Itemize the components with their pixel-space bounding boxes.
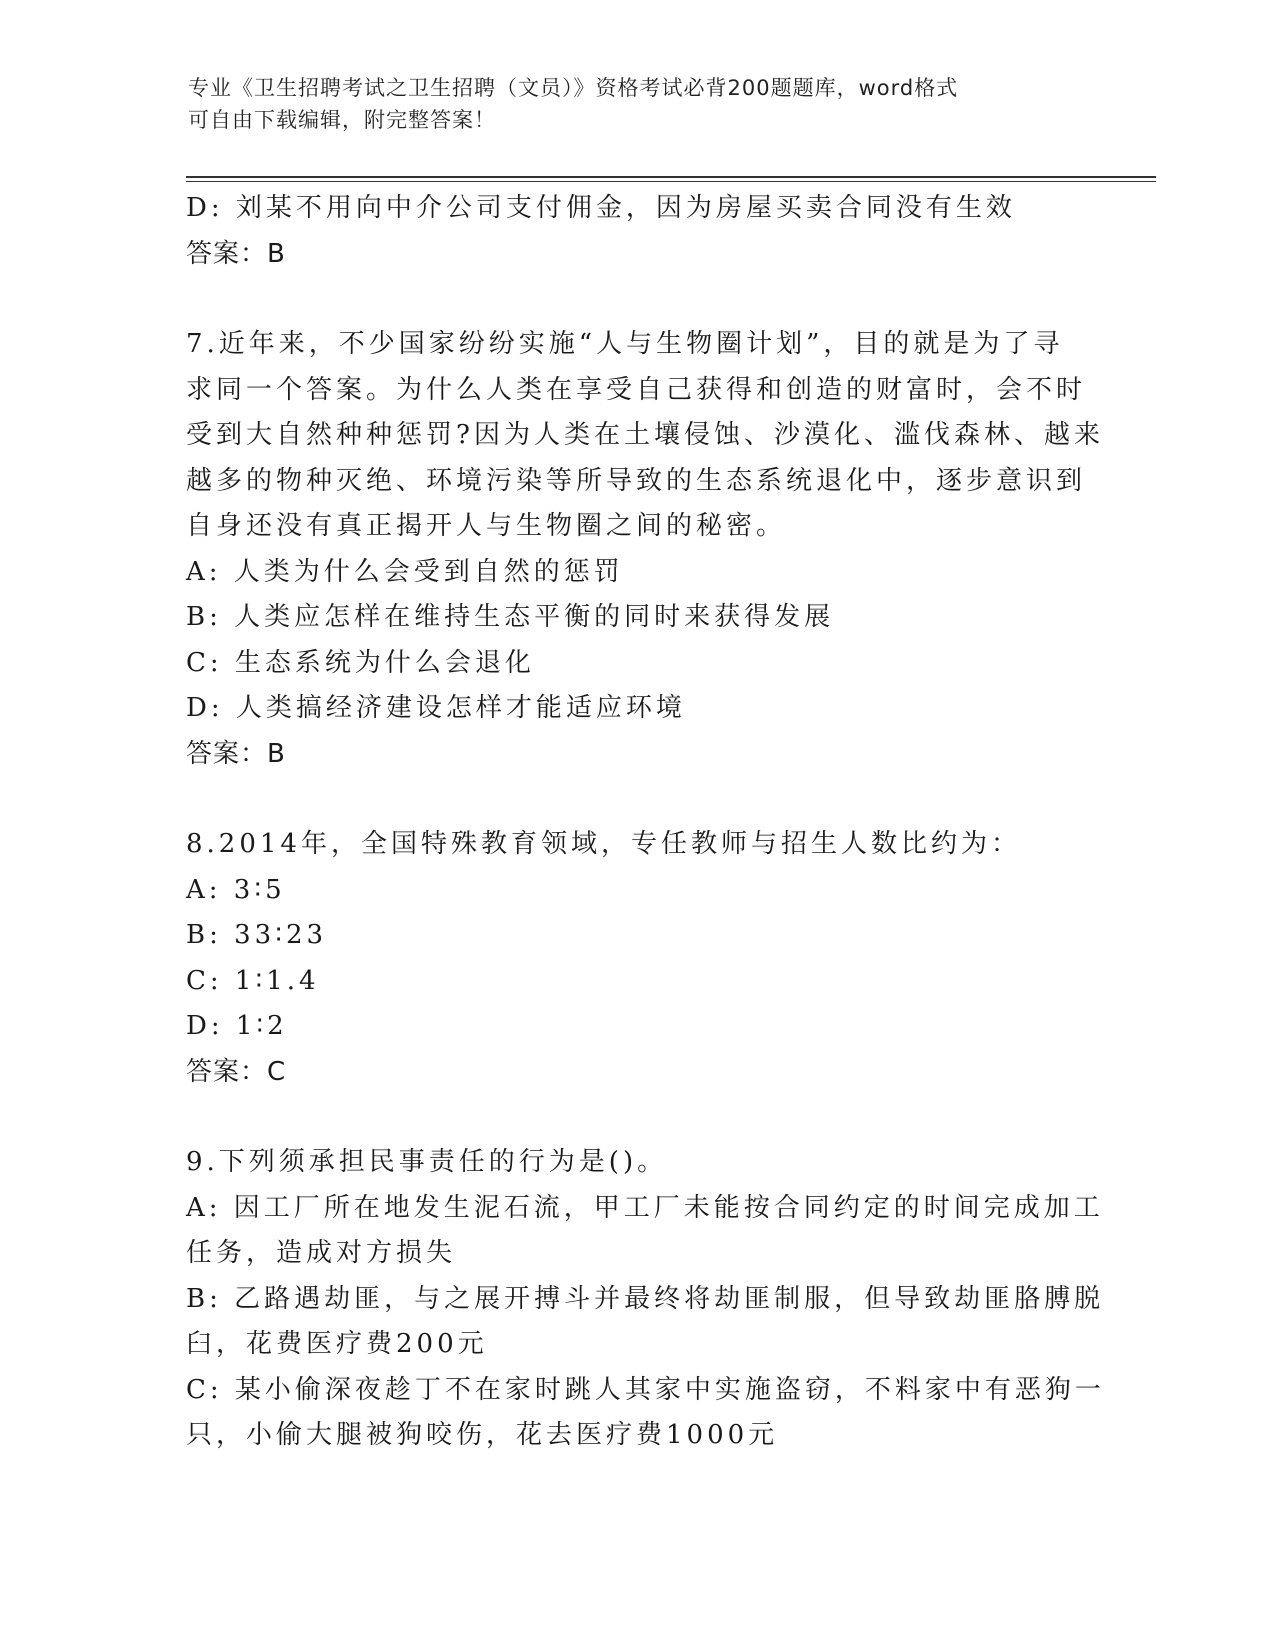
q9-option-b-continued: 臼，花费医疗费200元	[186, 1329, 488, 1359]
q7-stem-line: 7.近年来，不少国家纷纷实施“人与生物圈计划”，目的就是为了寻	[186, 329, 1064, 359]
q8-option-a: A: 3∶5	[186, 874, 286, 905]
document-body	[186, 186, 1105, 1459]
q7-answer: 答案：B	[186, 738, 286, 769]
q6-answer: 答案：B	[186, 238, 286, 269]
q7-stem-line: 越多的物种灭绝、环境污染等所导致的生态系统退化中，逐步意识到	[186, 465, 1087, 496]
spacer	[186, 277, 1086, 322]
q8-stem: 8.2014年，全国特殊教育领域，专任教师与招生人数比约为：	[186, 829, 1021, 859]
q7-option-a: A: 人类为什么会受到自然的惩罚	[186, 556, 624, 587]
q7-stem-line: 自身还没有真正揭开人与生物圈之间的秘密。	[186, 511, 787, 541]
question-9	[186, 1140, 1105, 1459]
header-title-line-2: 可自由下载编辑，附完整答案！	[188, 108, 496, 132]
q8-option-c: C: 1∶1.4	[186, 965, 320, 996]
q9-option-c: C: 某小偷深夜趁丁不在家时跳人其家中实施盗窃，不料家中有恶狗一	[186, 1374, 1105, 1405]
q7-stem-line: 求同一个答案。为什么人类在享受自己获得和创造的财富时，会不时	[186, 374, 1087, 405]
spacer	[186, 777, 1086, 822]
q9-option-b: B: 乙路遇劫匪，与之展开搏斗并最终将劫匪制服，但导致劫匪胳膊脱	[186, 1283, 1105, 1314]
question-8	[186, 822, 1086, 1095]
document-header	[188, 72, 1088, 136]
q9-stem: 9.下列须承担民事责任的行为是()。	[186, 1147, 668, 1177]
header-title-line-1: 专业《卫生招聘考试之卫生招聘（文员）》资格考试必背200题题库，word格式	[188, 76, 959, 100]
q9-option-c-continued: 只，小偷大腿被狗咬伤，花去医疗费1000元	[186, 1420, 779, 1450]
q9-option-a-continued: 任务，造成对方损失	[186, 1238, 457, 1268]
q8-option-b: B: 33∶23	[186, 920, 328, 950]
q7-option-c: C: 生态系统为什么会退化	[186, 647, 535, 678]
spacer	[186, 1095, 1086, 1140]
q6-option-d: D: 刘某不用向中介公司支付佣金，因为房屋买卖合同没有生效	[186, 193, 1016, 223]
q8-answer: 答案：C	[186, 1056, 287, 1087]
question-7	[186, 322, 1104, 777]
q7-option-b: B: 人类应怎样在维持生态平衡的同时来获得发展	[186, 602, 835, 632]
q7-option-d: D: 人类搞经济建设怎样才能适应环境	[186, 693, 686, 723]
header-divider	[186, 176, 1156, 182]
q9-option-a: A: 因工厂所在地发生泥石流，甲工厂未能按合同约定的时间完成加工	[186, 1192, 1104, 1223]
q7-stem-line: 受到大自然种种惩罚?因为人类在土壤侵蚀、沙漠化、滥伐森林、越来	[186, 420, 1104, 450]
q8-option-d: D: 1∶2	[186, 1011, 288, 1041]
